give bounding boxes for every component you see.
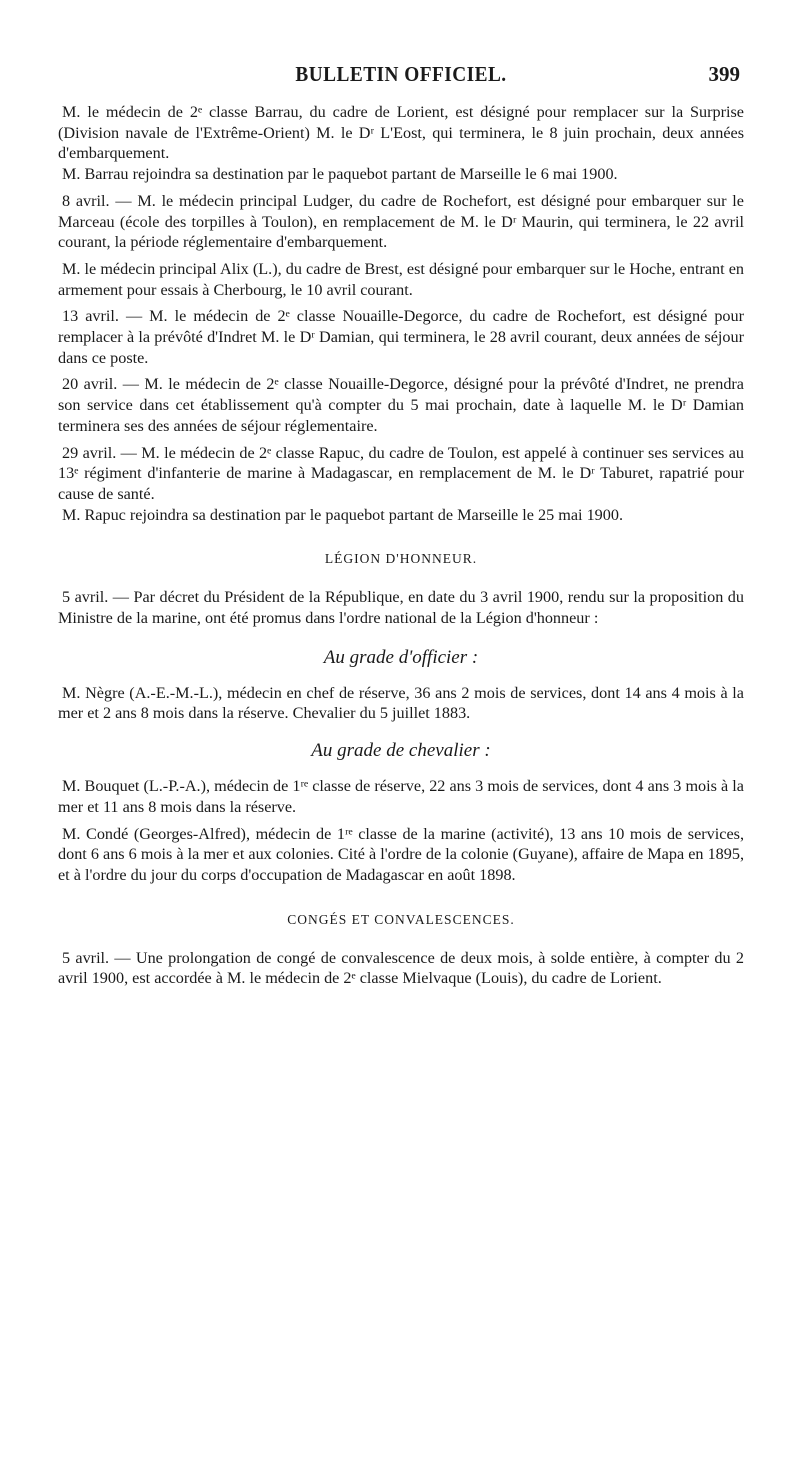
conges-section-title: CONGÉS ET CONVALESCENCES. <box>287 911 515 927</box>
officier-heading: Au grade d'officier : <box>323 646 479 668</box>
legion-intro: 5 avril. — Par décret du Président de la République, en date du 3 avril 1900, rendu sur la proposition du Ministre de la marine, ont été promus dans l'ordre national de la Légion d'honneur : <box>58 588 744 628</box>
document-page <box>58 62 744 989</box>
page-number: 399 <box>708 62 740 86</box>
officier-negre: M. Nègre (A.-E.-M.-L.), médecin en chef de réserve, 36 ans 2 mois de services, dont 14 ans 4 mois à la mer et 2 ans 8 mois dans la réserve. Chevalier du 5 juillet 1883. <box>58 683 744 723</box>
paragraph-rapuc-destination: M. Rapuc rejoindra sa destination par le paquebot partant de Marseille le 25 mai 1900. <box>62 505 623 524</box>
chevalier-bouquet: M. Bouquet (L.-P.-A.), médecin de 1ʳᵉ classe de réserve, 22 ans 3 mois de services, dont 4 ans 3 mois à la mer et 11 ans 8 mois dans la réserve. <box>58 777 744 816</box>
running-title: BULLETIN OFFICIEL. <box>295 62 507 86</box>
paragraph-barrau: M. le médecin de 2ᵉ classe Barrau, du cadre de Lorient, est désigné pour remplacer sur la Surprise (Division navale de l'Extrême-Orient) M. le Dʳ L'Eost, qui terminera, le 8 juin prochain, deux années d'embarquement. <box>58 103 744 163</box>
page-header <box>58 62 744 96</box>
paragraph-nouaille-13: 13 avril. — M. le médecin de 2ᵉ classe Nouaille-Degorce, du cadre de Rochefort, est désigné pour remplacer à la prévôté d'Indret M. le Dʳ Damian, qui terminera, le 28 avril courant, deux années de séjour dans ce poste. <box>58 307 744 367</box>
paragraph-rapuc: 29 avril. — M. le médecin de 2ᵉ classe Rapuc, du cadre de Toulon, est appelé à continuer ses services au 13ᵉ régiment d'infanterie de marine à Madagascar, en remplacement de M. le Dʳ Taburet, rapatrié pour cause de santé. <box>58 443 744 503</box>
paragraph-alix: M. le médecin principal Alix (L.), du cadre de Brest, est désigné pour embarquer sur le Hoche, entrant en armement pour essais à Cherbourg, le 10 avril courant. <box>58 259 744 299</box>
paragraph-nouaille-20: 20 avril. — M. le médecin de 2ᵉ classe Nouaille-Degorce, désigné pour la prévôté d'Indret, ne prendra son service dans cet établissement qu'à compter du 5 mai prochain, date à laquelle M. le Dʳ Damian terminera ses des années de séjour réglementaire. <box>58 375 744 435</box>
conges-mielvaque: 5 avril. — Une prolongation de congé de convalescence de deux mois, à solde entière, à compter du 2 avril 1900, est accordée à M. le médecin de 2ᵉ classe Mielvaque (Louis), du cadre de Lorient. <box>58 948 744 988</box>
chevalier-heading: Au grade de chevalier : <box>311 740 491 762</box>
legion-section-title: LÉGION D'HONNEUR. <box>324 551 478 567</box>
chevalier-conde: M. Condé (Georges-Alfred), médecin de 1ʳᵉ classe de la marine (activité), 13 ans 10 mois de services, dont 6 ans 6 mois à la mer et aux colonies. Cité à l'ordre de la colonie (Guyane), affaire de Mapa en 1895, et à l'ordre du jour du corps d'occupation de Madagascar en août 1898. <box>58 824 744 884</box>
paragraph-barrau-destination: M. Barrau rejoindra sa destination par le paquebot partant de Marseille le 6 mai 1900. <box>62 165 618 184</box>
paragraph-ludger: 8 avril. — M. le médecin principal Ludger, du cadre de Rochefort, est désigné pour embarquer sur le Marceau (école des torpilles à Toulon), en remplacement de M. le Dʳ Maurin, qui terminera, le 22 avril courant, la période réglementaire d'embarquement. <box>58 191 744 252</box>
